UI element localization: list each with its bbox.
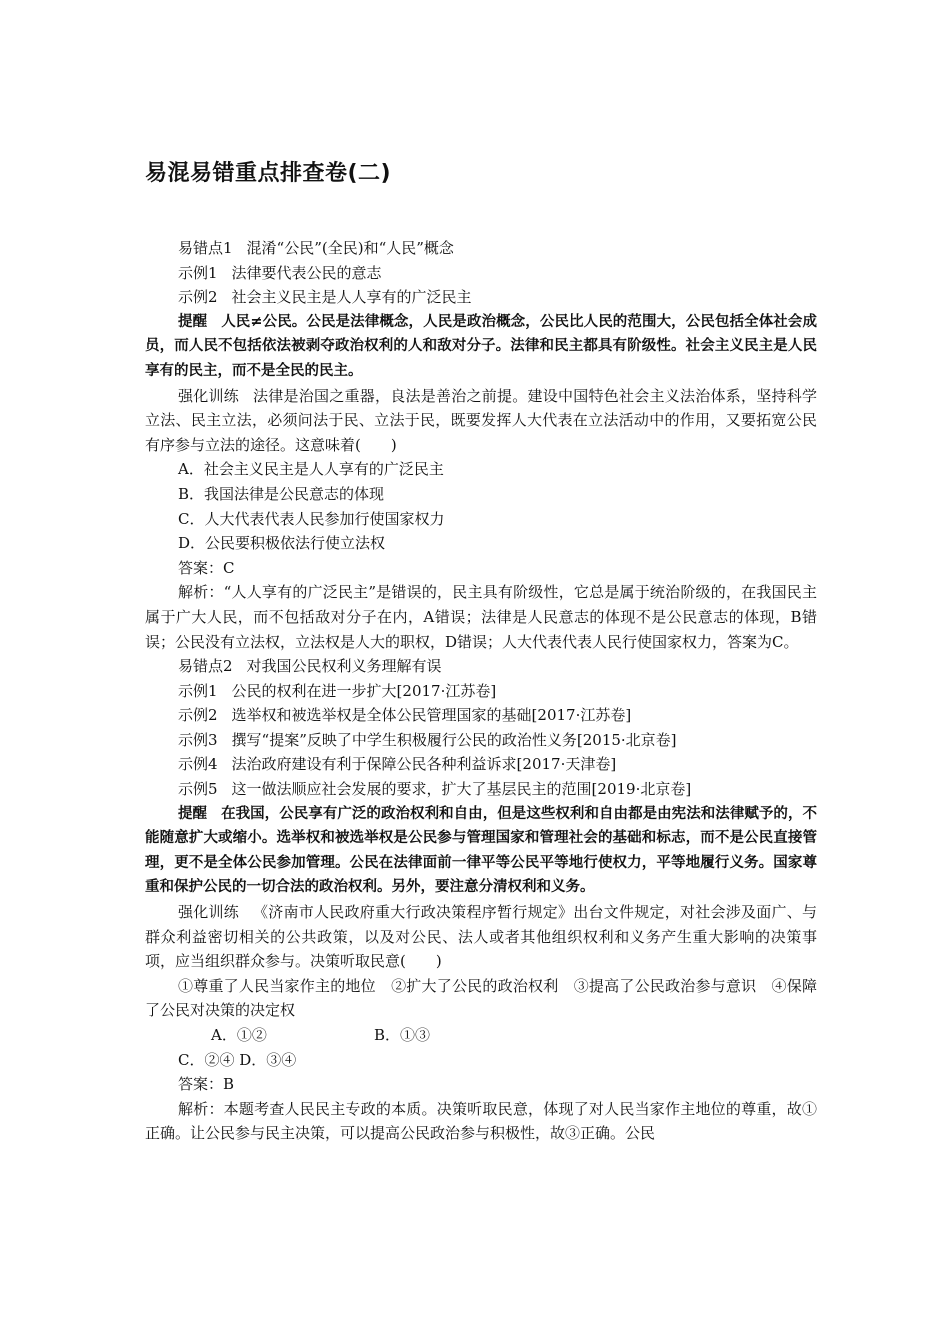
example-line: 示例1 法律要代表公民的意志 <box>178 263 382 282</box>
analysis-paragraph: 解析：“人人享有的广泛民主”是错误的，民主具有阶级性，它总是属于统治阶级的，在我国民主属于广大人民，而不包括敌对分子在内，A错误；法律是人民意志的体现不是公民意志的体现，B错误；公民没有立法权，立法权是人大的职权，D错误；人大代表代表人民行使国家权力，答案为C。 <box>145 583 817 651</box>
option-ab <box>145 1023 817 1048</box>
tip-paragraph: 提醒 在我国，公民享有广泛的政治权利和自由，但是这些权利和自由都是由宪法和法律赋予的，不能随意扩大或缩小。选举权和被选举权是公民参与管理国家和管理社会的基础和标志，而不是公民直接管理，更不是全体公民参加管理。公民在法律面前一律平等公民平等地行使权力，平等地履行义务。国家尊重和保护公民的一切合法的政治权利。另外，要注意分清权利和义务。 <box>145 805 817 896</box>
option-b: B．我国法律是公民意志的体现 <box>178 484 385 503</box>
option-d: D．公民要积极依法行使立法权 <box>178 534 386 553</box>
answer-line: 答案：B <box>178 1075 235 1094</box>
option-c: C．人大代表代表人民参加行使国家权力 <box>178 509 445 528</box>
drill-paragraph: 强化训练 《济南市人民政府重大行政决策程序暂行规定》出台文件规定，对社会涉及面广、与群众利益密切相关的公共政策，以及对公民、法人或者其他组织权利和义务产生重大影响的决策事项，应当组织群众参与。决策听取民意( ) <box>145 903 817 971</box>
analysis-paragraph: 解析：本题考查人民民主专政的本质。决策听取民意，体现了对人民当家作主地位的尊重，故①正确。让公民参与民主决策，可以提高公民政治参与积极性，故③正确。公民 <box>145 1099 817 1143</box>
example-line: 示例3 撰写“提案”反映了中学生积极履行公民的政治性义务[2015·北京卷] <box>178 730 677 749</box>
answer-line: 答案：C <box>178 558 235 577</box>
section-heading: 易错点1 混淆“公民”(全民)和“人民”概念 <box>178 239 454 257</box>
drill-paragraph: 强化训练 法律是治国之重器，良法是善治之前提。建设中国特色社会主义法治体系，坚持科学立法、民主立法，必须问法于民、立法于民，既要发挥人大代表在立法活动中的作用，又要拓宽公民有序参与立法的途径。这意味着( ) <box>145 386 817 454</box>
example-line: 示例1 公民的权利在进一步扩大[2017·江苏卷] <box>178 681 497 700</box>
example-line: 示例2 社会主义民主是人人享有的广泛民主 <box>178 288 472 307</box>
tip-paragraph: 提醒 人民≠公民。公民是法律概念，人民是政治概念，公民比人民的范围大，公民包括全体社会成员，而人民不包括依法被剥夺政治权利的人和敌对分子。法律和民主都具有阶级性。社会主义民主是人民享有的民主，而不是全民的民主。 <box>145 313 817 379</box>
option-cd: C．②④ D．③④ <box>178 1050 297 1069</box>
example-line: 示例2 选举权和被选举权是全体公民管理国家的基础[2017·江苏卷] <box>178 706 632 725</box>
section-heading: 易错点2 对我国公民权利义务理解有误 <box>178 657 442 676</box>
document-body <box>145 236 817 1146</box>
example-line: 示例5 这一做法顺应社会发展的要求，扩大了基层民主的范围[2019·北京卷] <box>178 780 692 799</box>
numbered-items: ①尊重了人民当家作主的地位 ②扩大了公民的政治权利 ③提高了公民政治参与意识 ④保障了公民对决策的决定权 <box>145 976 817 1020</box>
option-b: B．①③ <box>374 1026 431 1044</box>
example-line: 示例4 法治政府建设有利于保障公民各种利益诉求[2017·天津卷] <box>178 755 617 774</box>
option-a: A．社会主义民主是人人享有的广泛民主 <box>178 460 444 479</box>
option-a: A．①② <box>211 1026 267 1044</box>
page-title: 易混易错重点排查卷(二) <box>145 161 392 186</box>
